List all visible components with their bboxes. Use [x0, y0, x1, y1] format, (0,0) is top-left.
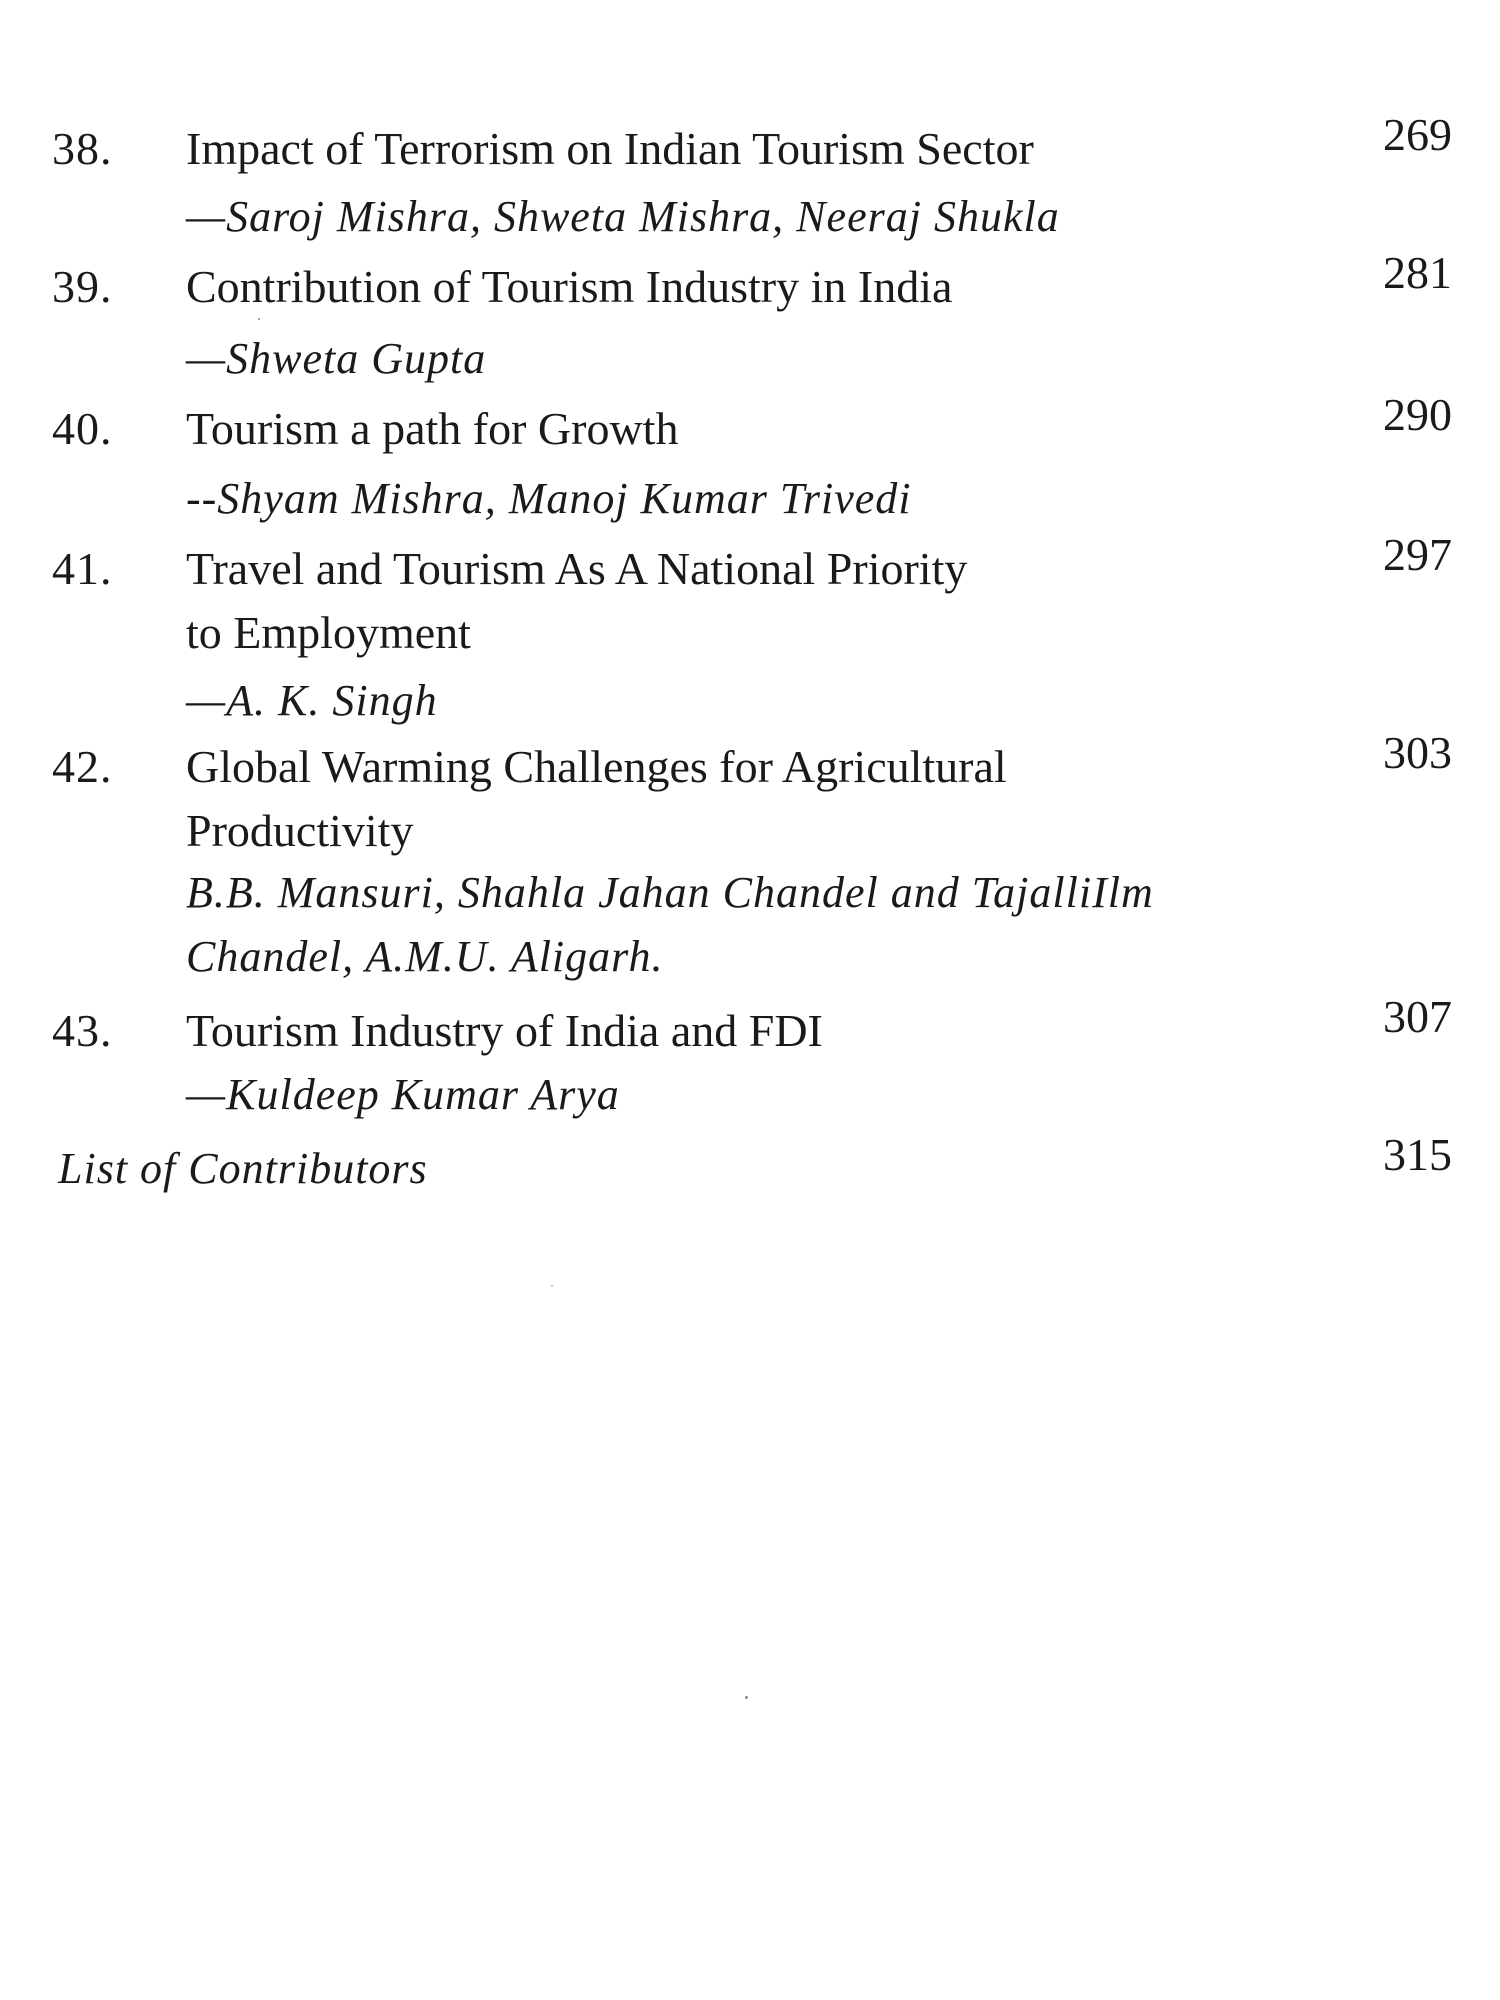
entry-author-continued: Chandel, A.M.U. Aligarh.: [186, 932, 664, 981]
entry-page-number: 281: [1383, 247, 1452, 298]
entry-number: 39.: [52, 261, 113, 312]
entry-author: —Kuldeep Kumar Arya: [186, 1070, 620, 1119]
print-speck: [745, 1696, 748, 1699]
entry-number: 43.: [52, 1005, 113, 1056]
contributors-label: List of Contributors: [58, 1144, 428, 1193]
print-speck: [551, 1285, 553, 1287]
entry-number: 42.: [52, 741, 113, 792]
entry-author: B.B. Mansuri, Shahla Jahan Chandel and TajalliIlm: [186, 868, 1154, 917]
entry-author: —Shweta Gupta: [186, 334, 487, 383]
entry-title: Global Warming Challenges for Agricultural: [186, 741, 1007, 792]
entry-number: 38.: [52, 123, 113, 174]
entry-title: Travel and Tourism As A National Priority: [186, 543, 968, 594]
entry-title-continued: Productivity: [186, 805, 414, 856]
entry-page-number: 290: [1383, 389, 1452, 440]
entry-author: —Saroj Mishra, Shweta Mishra, Neeraj Shukla: [186, 192, 1060, 241]
entry-number: 41.: [52, 543, 113, 594]
entry-title: Impact of Terrorism on Indian Tourism Sector: [186, 123, 1034, 174]
entry-author: --Shyam Mishra, Manoj Kumar Trivedi: [186, 474, 912, 523]
entry-page-number: 307: [1383, 991, 1452, 1042]
entry-number: 40.: [52, 403, 113, 454]
entry-title: Contribution of Tourism Industry in India: [186, 261, 953, 312]
entry-title: Tourism Industry of India and FDI: [186, 1005, 823, 1056]
entry-title: Tourism a path for Growth: [186, 403, 679, 454]
entry-page-number: 269: [1383, 109, 1452, 160]
entry-author: —A. K. Singh: [186, 676, 438, 725]
entry-title-continued: to Employment: [186, 607, 471, 658]
entry-page-number: 297: [1383, 529, 1452, 580]
print-speck: [258, 318, 260, 320]
entry-page-number: 303: [1383, 727, 1452, 778]
contributors-page-number: 315: [1383, 1129, 1452, 1180]
